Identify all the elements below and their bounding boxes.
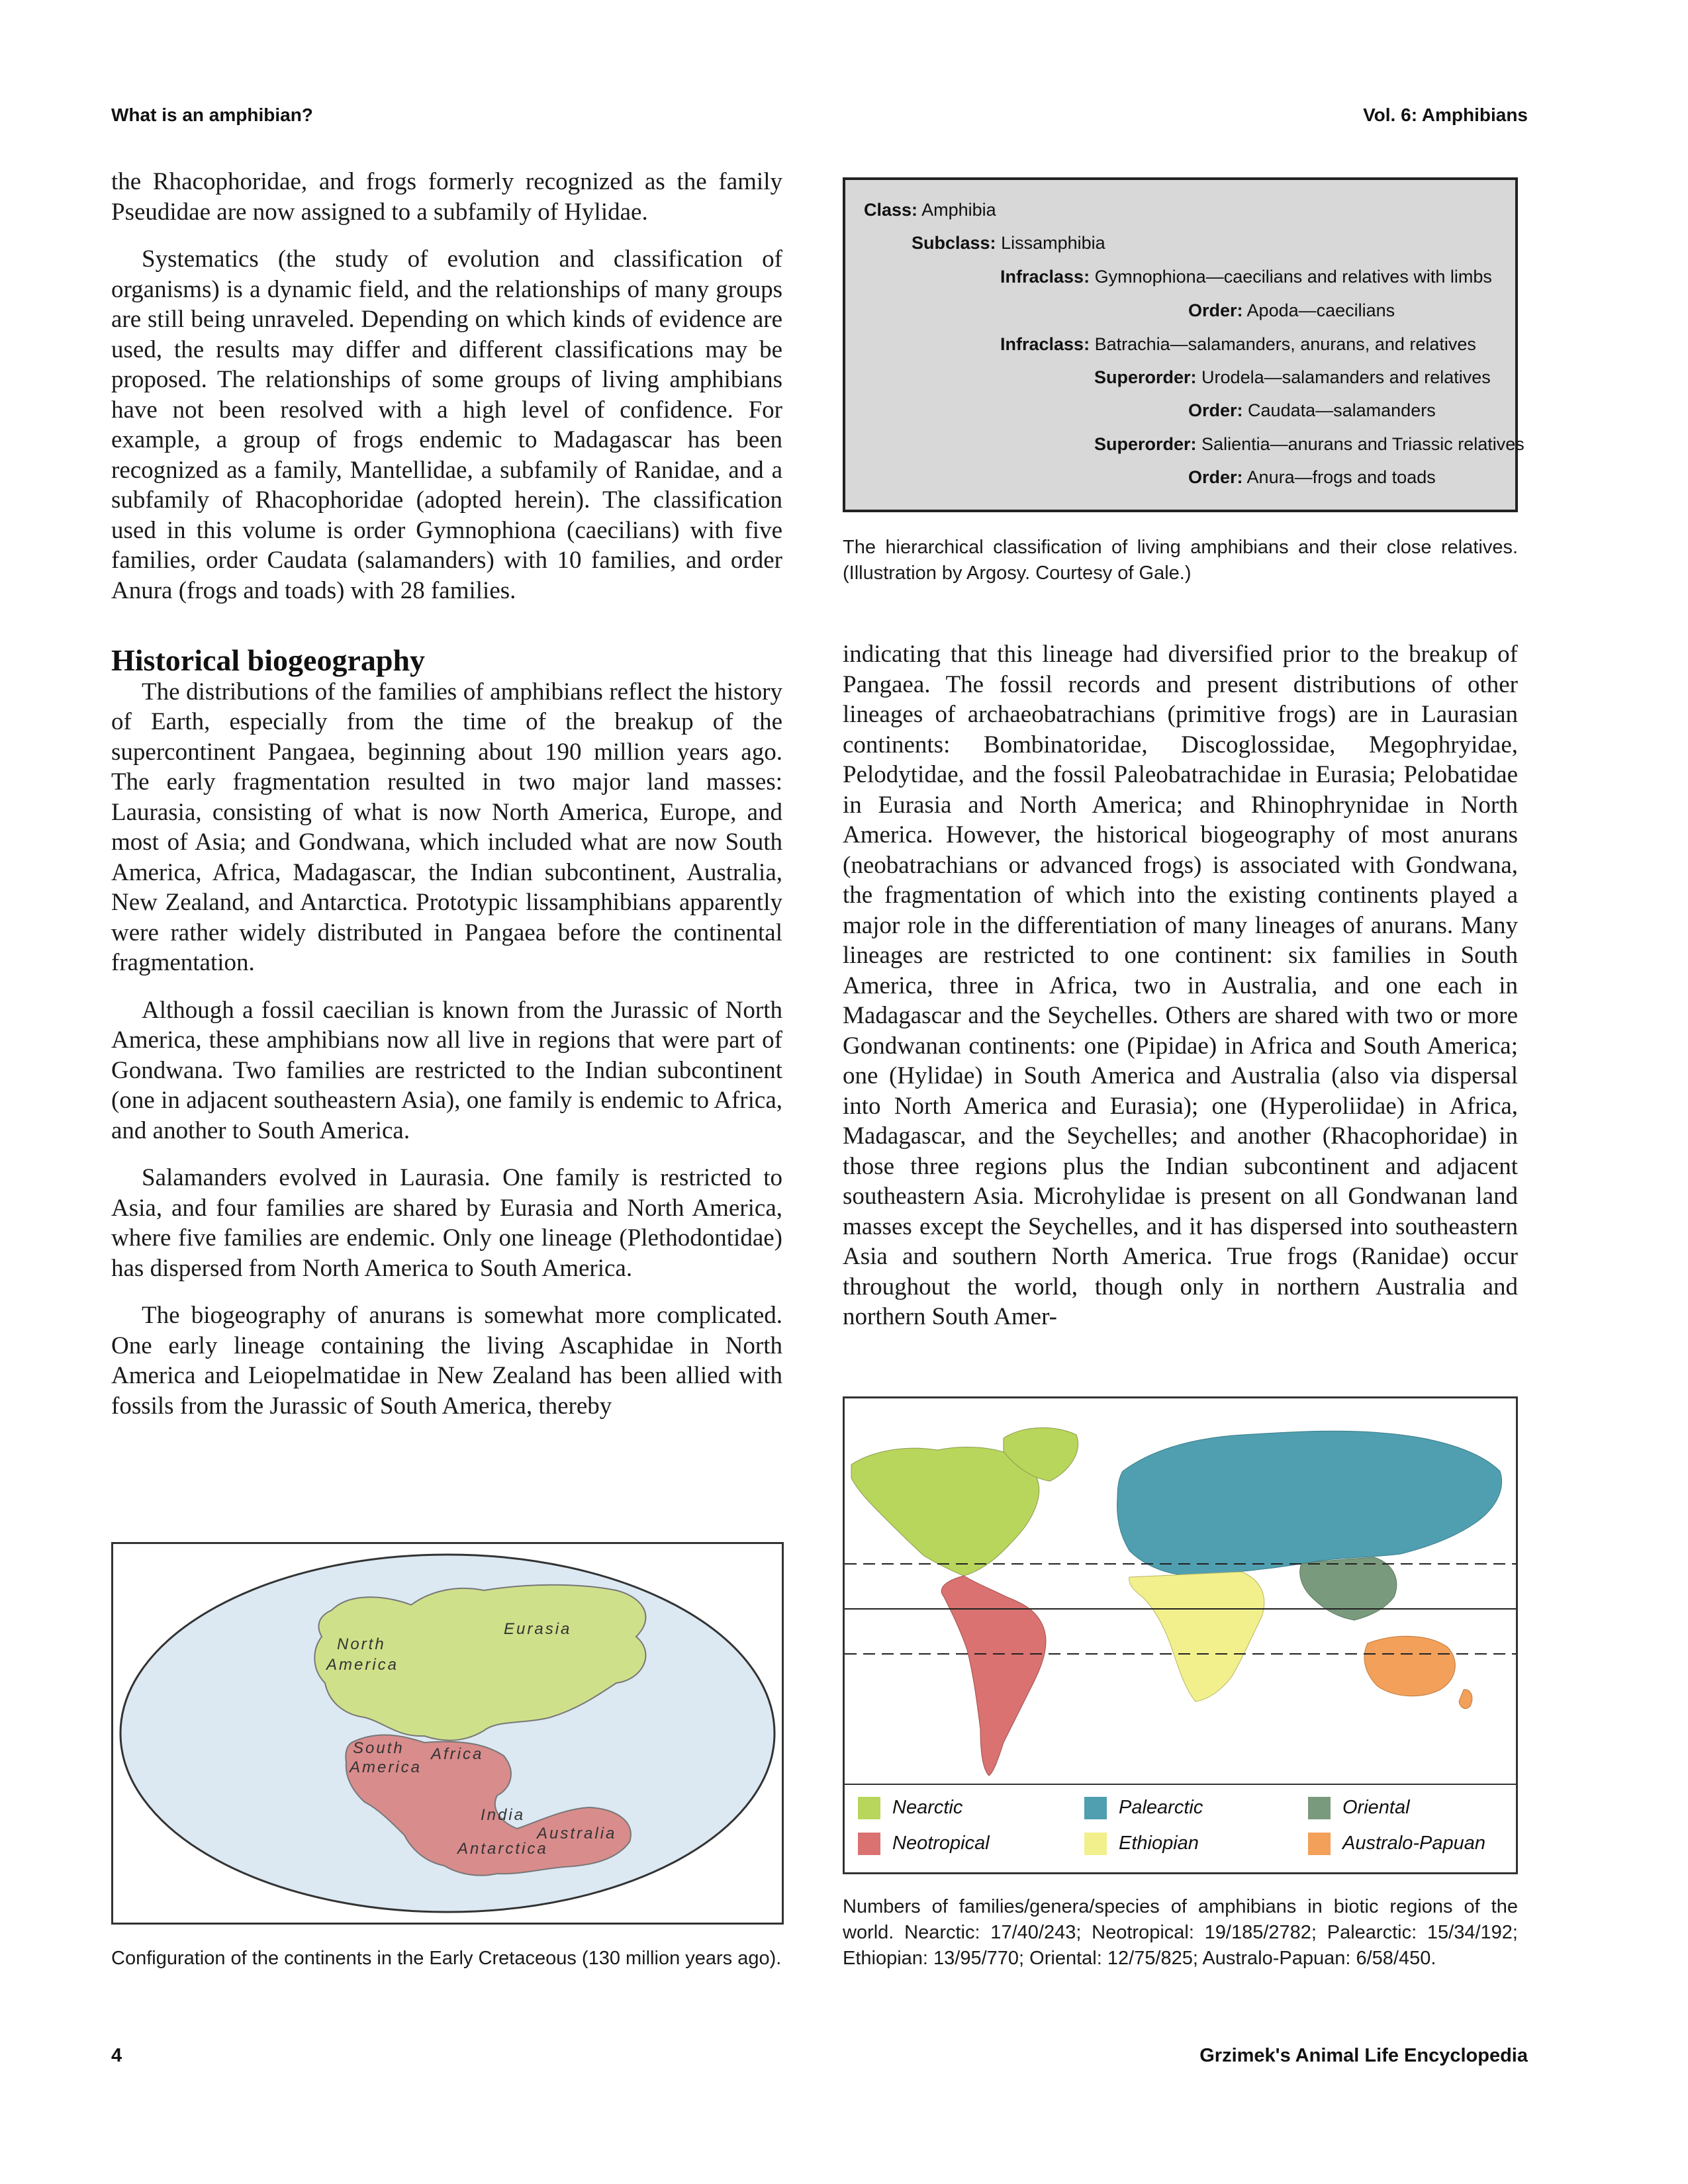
antarctica-label: Antarctica bbox=[457, 1840, 548, 1858]
left-column bbox=[111, 167, 782, 1438]
biotic-regions-figure bbox=[843, 1396, 1518, 1874]
biotic-regions-caption: Numbers of families/genera/species of amphibians in biotic regions of the world. Nearctic: 17/40/243; Neotropical: 19/185/2782; Palearctic: 15/34/192; Ethiopian: 13/95/770; Oriental: 12/75/825; Australo-Papuan: 6/58/450. bbox=[843, 1896, 1518, 1969]
legend-swatch bbox=[1308, 1797, 1331, 1819]
classification-line: Order: Caudata—salamanders bbox=[1188, 400, 1436, 420]
africa-label: Africa bbox=[431, 1745, 484, 1763]
legend-swatch bbox=[1084, 1833, 1107, 1855]
running-head-left: What is an amphibian? bbox=[111, 105, 313, 125]
legend-label-palearctic: Palearctic bbox=[1119, 1797, 1203, 1818]
paragraph: the Rhacophoridae, and frogs formerly recognized as the family Pseudidae are now assigned to a subfamily of Hylidae. bbox=[111, 168, 782, 226]
classification-box bbox=[843, 177, 1524, 512]
section-heading: Historical biogeography bbox=[111, 643, 426, 677]
right-column bbox=[843, 639, 1518, 1349]
classification-line: Superorder: Urodela—salamanders and relatives bbox=[1094, 367, 1491, 387]
legend-swatch bbox=[858, 1833, 880, 1855]
paragraph: Salamanders evolved in Laurasia. One family is restricted to Asia, and four families are shared by Eurasia and North America, where five families are endemic. Only one lineage (Plethodontidae) has dispersed from North America to South America. bbox=[111, 1164, 782, 1282]
south-america-label: South bbox=[353, 1739, 404, 1757]
paragraph: Although a fossil caecilian is known from the Jurassic of North America, these amphibians now all live in regions that were part of Gondwana. Two families are restricted to the Indian subcontinent (one in adjacent southeastern Asia), one family is endemic to Africa, and another to South America. bbox=[111, 996, 782, 1144]
biotic-regions-map bbox=[845, 1398, 1516, 1785]
legend-label-ethiopian: Ethiopian bbox=[1119, 1833, 1199, 1854]
paragraph: The biogeography of anurans is somewhat more complicated. One early lineage containing the living Ascaphidae in North America and Leiopelmatidae in New Zealand has been allied with fossils from the Jurassic of South America, thereby bbox=[111, 1302, 782, 1420]
cretaceous-map bbox=[113, 1544, 782, 1923]
legend-label-neotropical: Neotropical bbox=[892, 1833, 990, 1854]
legend-label-nearctic: Nearctic bbox=[892, 1797, 963, 1818]
legend-swatch bbox=[1084, 1797, 1107, 1819]
classification-line: Order: Apoda—caecilians bbox=[1188, 300, 1395, 320]
classification-caption: The hierarchical classification of living amphibians and their close relatives. (Illustration by Argosy. Courtesy of Gale.) bbox=[843, 537, 1518, 584]
classification-line: Order: Anura—frogs and toads bbox=[1188, 467, 1436, 487]
legend-swatch bbox=[1308, 1833, 1331, 1855]
legend-swatch bbox=[858, 1797, 880, 1819]
classification-line: Infraclass: Batrachia—salamanders, anurans, and relatives bbox=[1000, 334, 1476, 354]
legend-label-australo-papuan: Australo-Papuan bbox=[1342, 1833, 1486, 1854]
cretaceous-map-figure bbox=[111, 1542, 784, 1925]
classification-line: Subclass: Lissamphibia bbox=[912, 233, 1105, 253]
page-number: 4 bbox=[111, 2045, 122, 2066]
classification-line: Superorder: Salientia—anurans and Triassic relatives bbox=[1094, 434, 1524, 454]
paragraph: Systematics (the study of evolution and classification of organisms) is a dynamic field, and the relationships of many groups are still being unraveled. Depending on which kinds of evidence are used, the results may differ and different classifications may be proposed. The relationships of some groups of living amphibians have not been resolved with a high level of confidence. For example, a group of frogs endemic to Madagascar has been recognized as a family, Mantellidae, a subfamily of Ranidae, and a subfamily of Rhacophoridae (adopted herein). The classification used in this volume is order Gymnophiona (caecilians) with five families, order Caudata (salamanders) with 10 families, and order Anura (frogs and toads) with 28 families. bbox=[111, 246, 782, 604]
classification-line: Infraclass: Gymnophiona—caecilians and relatives with limbs bbox=[1000, 267, 1492, 287]
legend-label-oriental: Oriental bbox=[1342, 1797, 1410, 1818]
india-label: India bbox=[481, 1806, 526, 1824]
australia-label: Australia bbox=[537, 1825, 617, 1843]
eurasia-label: Eurasia bbox=[504, 1620, 572, 1638]
north-america-label: North bbox=[337, 1635, 386, 1653]
north-america-label: America bbox=[326, 1656, 399, 1674]
classification-line: Class: Amphibia bbox=[864, 200, 996, 220]
running-head-right: Vol. 6: Amphibians bbox=[1363, 105, 1528, 125]
footer-title: Grzimek's Animal Life Encyclopedia bbox=[1199, 2045, 1528, 2066]
paragraph: The distributions of the families of amphibians reflect the history of Earth, especially from the time of the breakup of the supercontinent Pangaea, beginning about 190 million years ago. The early fragmentation resulted in two major land masses: Laurasia, consisting of what is now North America, Europe, and most of Asia; and Gondwana, which included what are now South America, Africa, Madagascar, the Indian subcontinent, Australia, New Zealand, and Antarctica. Prototypic lissamphibians apparently were rather widely distributed in Pangaea before the continental fragmentation. bbox=[111, 678, 782, 976]
cretaceous-map-caption: Configuration of the continents in the Early Cretaceous (130 million years ago). bbox=[111, 1948, 782, 1969]
south-america-label: America bbox=[350, 1758, 422, 1776]
paragraph: indicating that this lineage had diversified prior to the breakup of Pangaea. The fossil records and present distributions of other lineages of archaeobatrachians (primitive frogs) are in Laurasian continents: Bombinatoridae, Discoglossidae, Megophryidae, Pelodytidae, and the fossil Paleobatrachidae in Eurasia; Pelobatidae in Eurasia and North America; and Rhinophrynidae in North America. However, the historical biogeography of most anurans (neobatrachians or advanced frogs) is associated with Gondwana, the fragmentation of which into the existing continents played a major role in the differentiation of many lineages of anurans. Many lineages are restricted to one continent: six families in South America, three in Africa, two in Australia, and one each in Madagascar and the Seychelles. Others are shared with two or more Gondwanan continents: one (Pipidae) in Africa and South America; one (Hylidae) in South America and Australia (also via dispersal into North America and Eurasia); one (Hyperoliidae) in Africa, Madagascar, and the Seychelles; and another (Rhacophoridae) in those three regions plus the Indian subcontinent and adjacent southeastern Asia. Microhylidae is present on all Gondwanan land masses except the Seychelles, and it has dispersed into southeastern Asia and southern North America. True frogs (Ranidae) occur throughout the world, though only in northern Australia and northern South Amer- bbox=[843, 641, 1518, 1330]
